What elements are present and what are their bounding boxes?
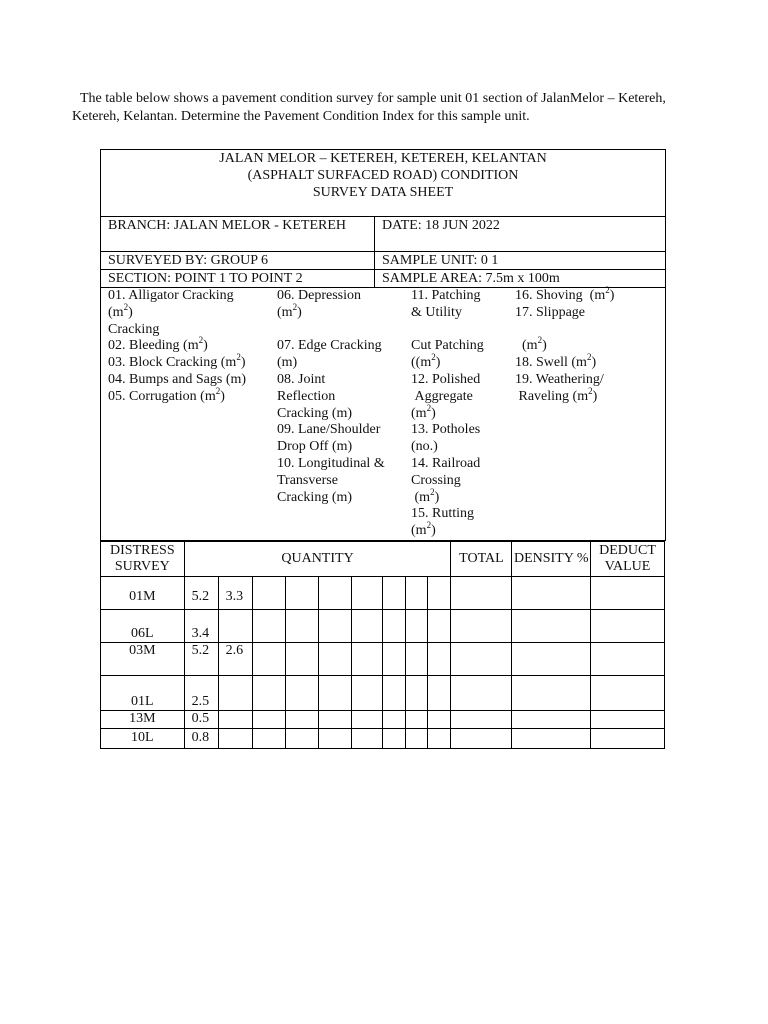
code-11-cont: Cut Patching ($(m^2)$ (411, 338, 484, 371)
sample-area-cell: SAMPLE AREA: 7.5m x 100m (375, 270, 666, 288)
intro-paragraph (72, 90, 682, 126)
col-deduct-value: DEDUCT VALUE (591, 541, 665, 576)
code-02: 02. Bleeding $(m^2)$ (108, 335, 208, 354)
quantity-cell: 0.8 (184, 728, 218, 748)
code-12: 12. Polished Aggregate $(m^2)$ (411, 371, 481, 421)
code-14: 14. Railroad Crossing $(m^2)$ (411, 455, 481, 505)
distress-codes-legend (101, 285, 666, 541)
code-13: 13. Potholes (no.) (411, 422, 481, 455)
codes-column-3 (411, 288, 515, 540)
table-row (101, 642, 665, 675)
quantity-cell: 5.2 (184, 576, 218, 609)
code-19: 19. Weathering/ Raveling $(m^2)$ (515, 371, 604, 404)
col-density: DENSITY % (512, 541, 591, 576)
sheet-header-table (100, 149, 666, 541)
quantity-cell (218, 609, 253, 642)
quantity-cell: 3.4 (184, 609, 218, 642)
sample-unit-cell: SAMPLE UNIT: 0 1 (375, 252, 666, 270)
table-row (101, 710, 665, 728)
table-row (101, 609, 665, 642)
row-label: 06L (101, 609, 185, 642)
quantity-cell (218, 675, 253, 710)
surveyed-by-cell: SURVEYED BY: GROUP 6 (101, 252, 375, 270)
quantity-cell: 2.5 (184, 675, 218, 710)
code-09: 09. Lane/Shoulder Drop Off (m) (277, 422, 381, 455)
table-row (101, 576, 665, 609)
col-total: TOTAL (451, 541, 512, 576)
quantity-cell: 3.3 (218, 576, 253, 609)
distress-survey-table (100, 541, 665, 749)
table-header-row (101, 541, 665, 576)
quantity-cell: 0.5 (184, 710, 218, 728)
col-distress-survey: DISTRESS SURVEY (101, 541, 185, 576)
row-label: 01L (101, 675, 185, 710)
col-quantity: QUANTITY (184, 541, 451, 576)
row-label: 13M (101, 710, 185, 728)
table-row (101, 675, 665, 710)
title-line-2: (ASPHALT SURFACED ROAD) CONDITION (247, 168, 519, 183)
codes-column-4 (515, 285, 665, 540)
codes-column-2 (277, 288, 411, 540)
code-11: 11. Patching & Utility (411, 288, 481, 320)
code-18: 18. Swell $(m^2)$ (515, 352, 597, 371)
row-label: 03M (101, 642, 185, 675)
intro-text: The table below shows a pavement condition survey for sample unit 01 section of JalanMelor – Ketereh, Ketereh, Kelantan. Determine the Pavement Condition Index for this sample unit. (72, 91, 666, 124)
code-07: 07. Edge Cracking (m) (277, 338, 382, 371)
code-03: 03. Block Cracking $(m^2)$ (108, 352, 246, 371)
branch-cell: BRANCH: JALAN MELOR - KETEREH (101, 217, 375, 252)
codes-column-1 (108, 288, 277, 540)
code-10: 10. Longitudinal & Transverse Cracking (m) (277, 455, 385, 505)
code-01: 01. Alligator Cracking $(m^2)$ Cracking (108, 288, 234, 337)
code-16: 16. Shoving $(m^2)$ (515, 285, 615, 303)
sheet-title (101, 150, 666, 217)
code-17: 17. Slippage (515, 304, 585, 320)
date-cell: DATE: 18 JUN 2022 (375, 217, 666, 252)
code-08: 08. Joint Reflection Cracking (m) (277, 371, 353, 421)
code-15: 15. Rutting $(m^2)$ (411, 506, 475, 539)
table-row (101, 728, 665, 748)
survey-data-sheet (100, 149, 665, 749)
code-06: 06. Depression $(m^2)$ (277, 288, 361, 320)
row-label: 10L (101, 728, 185, 748)
code-17-unit: $(m^2)$ (515, 335, 547, 354)
section-cell: SECTION: POINT 1 TO POINT 2 (101, 270, 375, 288)
code-04: 04. Bumps and Sags (m) (108, 371, 247, 387)
quantity-cell (218, 728, 253, 748)
quantity-cell: 2.6 (218, 642, 253, 675)
code-05: 05. Corrugation $(m^2)$ (108, 385, 225, 404)
title-line-1: JALAN MELOR – KETEREH, KETEREH, KELANTAN (219, 151, 547, 166)
quantity-cell (218, 710, 253, 728)
row-label: 01M (101, 576, 185, 609)
title-line-3: SURVEY DATA SHEET (312, 185, 454, 200)
quantity-cell: 5.2 (184, 642, 218, 675)
